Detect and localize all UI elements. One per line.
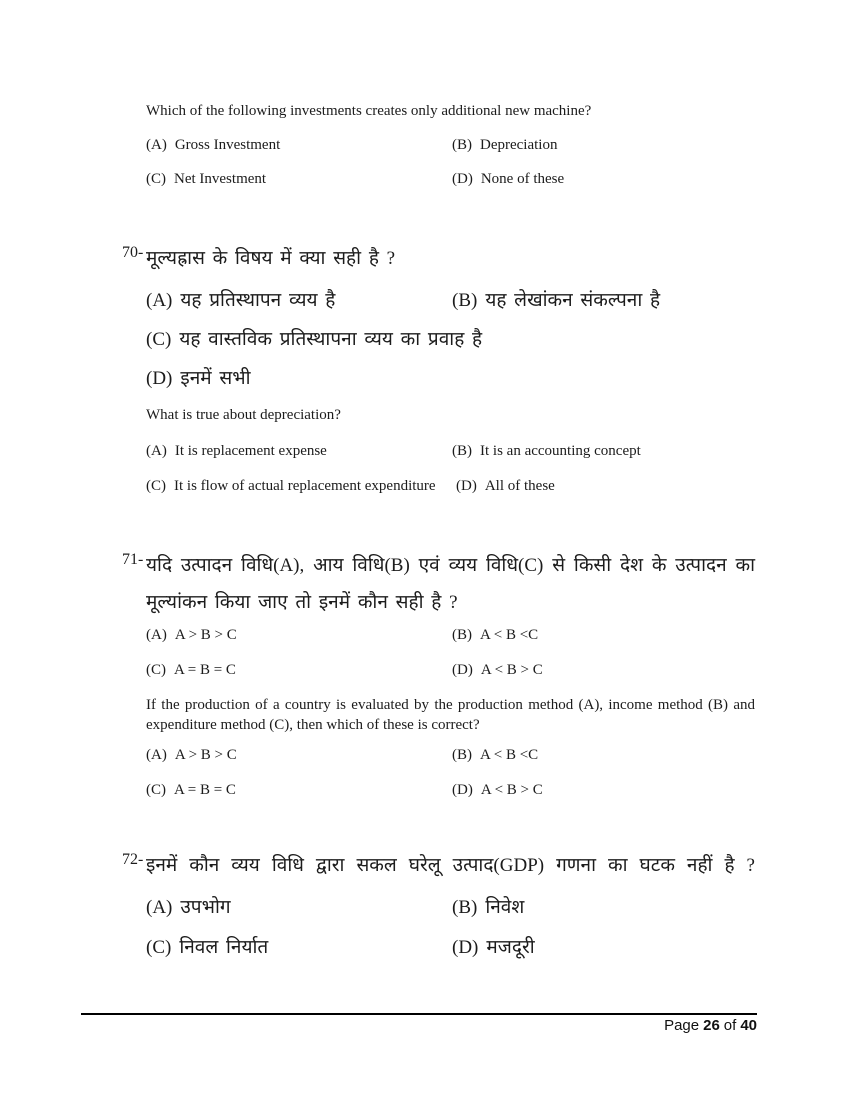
option-b — [452, 747, 538, 764]
option-text: A < B <C — [480, 747, 539, 763]
option-d — [452, 782, 543, 799]
option-text: It is an accounting concept — [480, 443, 641, 459]
option-c — [146, 171, 266, 188]
option-b — [452, 443, 641, 460]
option-label: (C) — [146, 782, 166, 798]
question-number: 70- — [122, 244, 144, 261]
option-label: (A) — [146, 627, 167, 643]
option-label: (D) — [452, 937, 479, 958]
option-text: A < B <C — [480, 627, 539, 643]
option-c — [146, 933, 268, 959]
option-d — [452, 933, 535, 959]
question-number: 72- — [122, 851, 144, 868]
question-text-hindi-line2: मूल्यांकन किया जाए तो इनमें कौन सही है ? — [146, 592, 458, 613]
option-label: (C) — [146, 937, 172, 958]
question-text-english-line1: If the production of a country is evaluated by the production method (A), income method (B) and — [146, 697, 755, 713]
question-text-english-line2: expenditure method (C), then which of these is correct? — [146, 717, 480, 733]
option-label: (A) — [146, 897, 173, 918]
option-label: (C) — [146, 662, 166, 678]
option-text: मजदूरी — [486, 937, 535, 958]
option-text: निवेश — [485, 897, 525, 918]
option-a — [146, 137, 280, 154]
footer-of-label: of — [723, 1017, 737, 1034]
option-a — [146, 747, 237, 764]
option-text: A < B > C — [480, 662, 543, 678]
option-c — [146, 782, 236, 799]
option-text: None of these — [480, 171, 565, 187]
option-b — [452, 286, 660, 312]
question-text-english: What is true about depreciation? — [146, 407, 341, 423]
option-label: (A) — [146, 747, 167, 763]
option-text: A > B > C — [174, 627, 237, 643]
option-d — [452, 171, 564, 188]
question-number: 71- — [122, 551, 144, 568]
option-label: (C) — [146, 329, 172, 350]
option-a — [146, 893, 231, 919]
option-label: (B) — [452, 897, 478, 918]
option-text: यह प्रतिस्थापन व्यय है — [180, 290, 336, 311]
option-text: निवल निर्यात — [179, 937, 269, 958]
option-d — [452, 662, 543, 679]
option-text: Net Investment — [174, 171, 267, 187]
option-a — [146, 627, 237, 644]
option-text: Depreciation — [480, 137, 558, 153]
option-a — [146, 286, 335, 312]
option-text: A = B = C — [174, 782, 236, 798]
option-text: उपभोग — [180, 897, 231, 918]
question-text-hindi-line1: यदि उत्पादन विधि(A), आय विधि(B) एवं व्यय विधि(C) से किसी देश के उत्पादन का — [146, 555, 755, 576]
option-label: (A) — [146, 443, 167, 459]
question-text-english: Which of the following investments creates only additional new machine? — [146, 103, 592, 119]
footer-current-page: 26 — [703, 1017, 720, 1034]
option-text: A < B > C — [480, 782, 543, 798]
option-text: Gross Investment — [174, 137, 281, 153]
footer-total-pages: 40 — [740, 1017, 757, 1034]
option-label: (D) — [452, 782, 473, 798]
option-label: (B) — [452, 747, 472, 763]
question-text-hindi: मूल्यह्रास के विषय में क्या सही है ? — [146, 248, 396, 269]
option-b — [452, 137, 557, 154]
option-text: A = B = C — [174, 662, 236, 678]
option-label: (A) — [146, 137, 167, 153]
option-text: यह वास्तविक प्रतिस्थापना व्यय का प्रवाह है — [179, 329, 483, 350]
page-number-text — [0, 1017, 757, 1034]
option-c — [146, 478, 436, 495]
option-a — [146, 443, 327, 460]
option-text: इनमें सभी — [180, 368, 251, 389]
option-label: (A) — [146, 290, 173, 311]
option-c — [146, 662, 236, 679]
option-label: (D) — [452, 662, 473, 678]
option-label: (D) — [456, 478, 477, 494]
option-label: (C) — [146, 478, 166, 494]
option-b — [452, 627, 538, 644]
option-text: All of these — [484, 478, 555, 494]
footer-divider — [81, 1013, 757, 1015]
option-text: It is flow of actual replacement expenditure — [174, 478, 436, 494]
option-d — [456, 478, 555, 495]
option-b — [452, 893, 524, 919]
option-label: (C) — [146, 171, 166, 187]
option-label: (D) — [146, 368, 173, 389]
option-c — [146, 325, 482, 351]
option-text: यह लेखांकन संकल्पना है — [485, 290, 661, 311]
footer-page-label: Page — [664, 1017, 700, 1034]
option-label: (B) — [452, 443, 472, 459]
option-label: (D) — [452, 171, 473, 187]
option-d — [146, 364, 251, 390]
option-text: It is replacement expense — [174, 443, 327, 459]
option-text: A > B > C — [174, 747, 237, 763]
question-text-hindi: इनमें कौन व्यय विधि द्वारा सकल घरेलू उत्पाद(GDP) गणना का घटक नहीं है ? — [146, 855, 755, 876]
option-label: (B) — [452, 137, 472, 153]
option-label: (B) — [452, 290, 478, 311]
option-label: (B) — [452, 627, 472, 643]
